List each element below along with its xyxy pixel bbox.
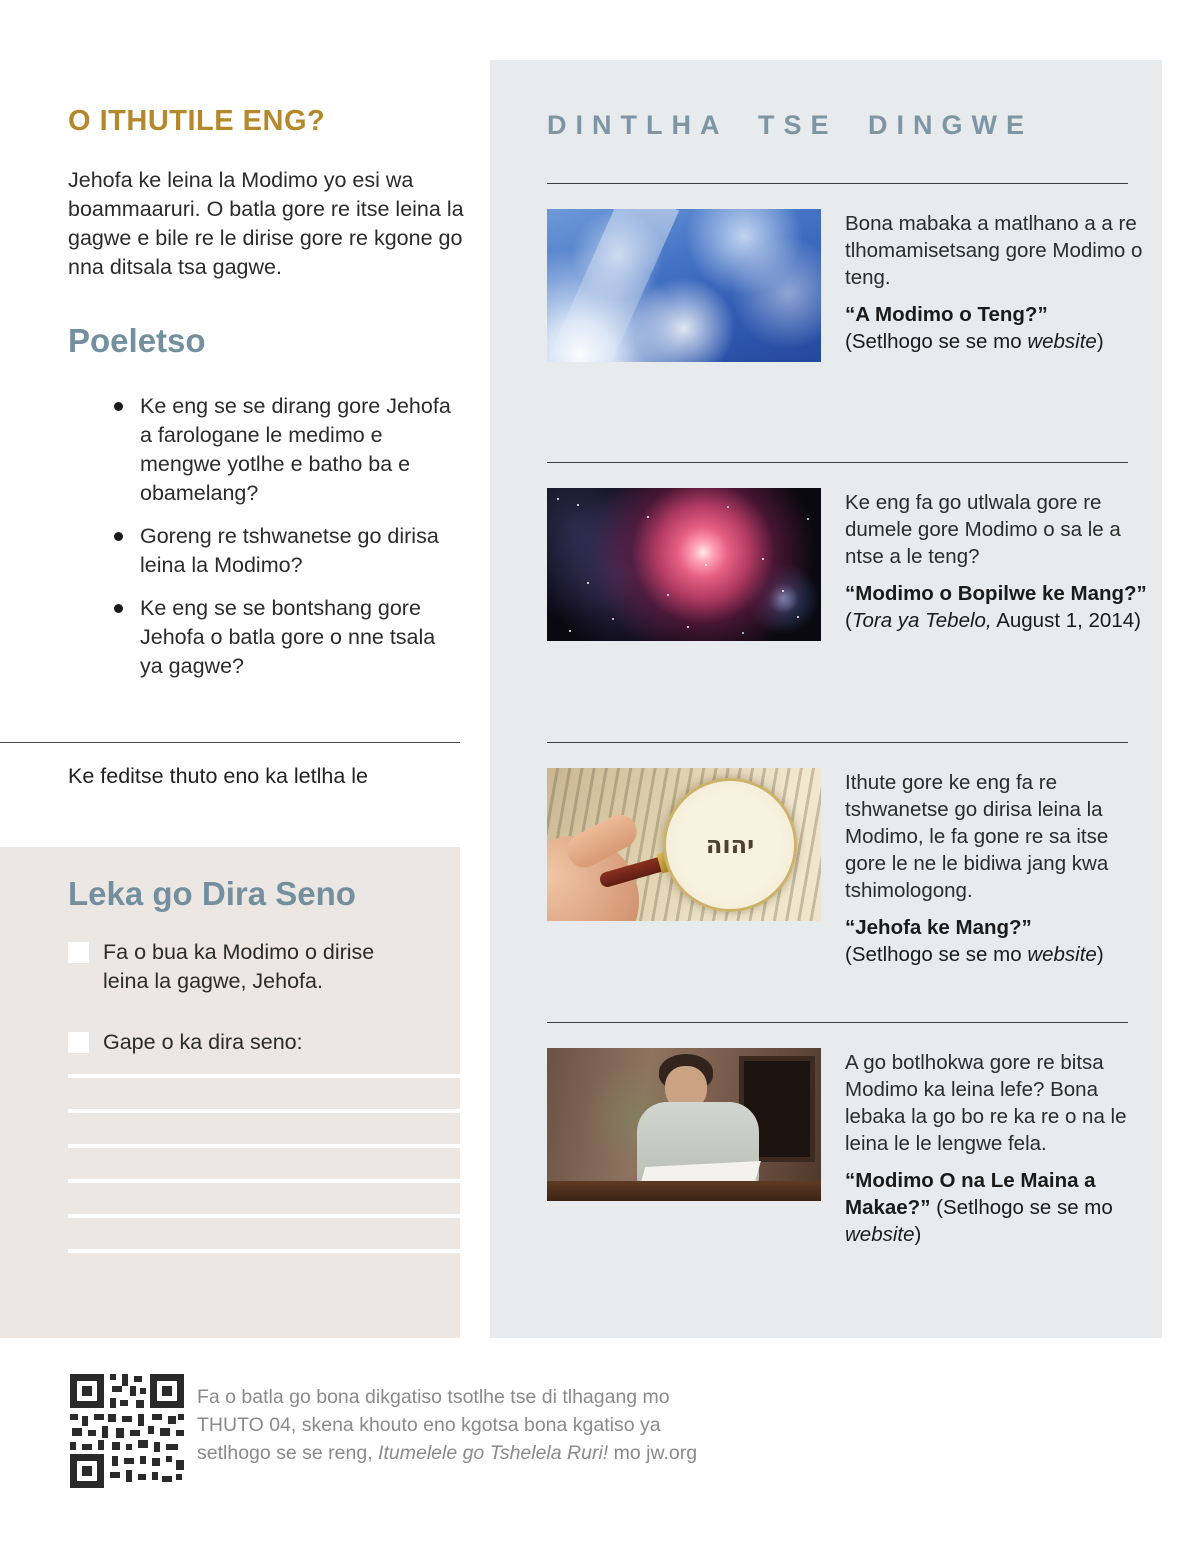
photo-orion-nebula [547, 488, 821, 641]
writing-line [68, 1214, 460, 1218]
learn-heading: O ITHUTILE ENG? [68, 105, 326, 137]
footer-publication-title: Itumelele go Tshelela Ruri! [378, 1442, 609, 1464]
intro-paragraph: Jehofa ke leina la Modimo yo esi wa boammaaruri. O batla gore re itse leina la gagwe e bile re le dirise gore re kgone go nna ditsala tsa gagwe. [68, 168, 464, 279]
source-text: August 1, 2014) [991, 609, 1141, 632]
goal-item [68, 1028, 438, 1057]
photo-sunbeams-clouds [547, 209, 821, 362]
item-divider [547, 742, 1128, 743]
article-title: “Modimo O na Le Maina a Makae?” [845, 1169, 1096, 1219]
item-reference [845, 914, 1147, 968]
item-description: A go botlhokwa gore re bitsa Modimo ka leina lefe? Bona lebaka la go bo re ka re o na le leina le le lengwe fela. [845, 1051, 1127, 1155]
source-italic: website [845, 1223, 915, 1246]
article-title: “A Modimo o Teng?” [845, 303, 1048, 326]
item-divider [547, 462, 1128, 463]
item-reference [845, 1167, 1147, 1248]
item-reference [845, 301, 1147, 355]
writing-line [68, 1179, 460, 1183]
photo-man-reading [547, 1048, 821, 1201]
info-item-text [845, 769, 1147, 968]
item-divider [547, 1022, 1128, 1023]
writing-line [68, 1109, 460, 1113]
writing-line [68, 1144, 460, 1148]
writing-line [68, 1074, 460, 1078]
bullet-icon [114, 604, 123, 613]
footer-line: Fa o batla go bona dikgatiso tsotlhe tse di tlhagang mo [197, 1386, 670, 1408]
photo-layer [547, 209, 679, 362]
writing-line [68, 1249, 460, 1253]
review-question-list [112, 392, 452, 695]
try-this-heading: Leka go Dira Seno [68, 875, 356, 912]
article-title: “Modimo o Bopilwe ke Mang?” [845, 582, 1147, 605]
source-text: ( [845, 609, 852, 632]
info-item-text [845, 1049, 1147, 1248]
source-italic: website [1027, 943, 1097, 966]
goal-item-label: Fa o bua ka Modimo o dirise leina la gagwe, Jehofa. [103, 940, 375, 993]
source-text: ) [1096, 943, 1104, 966]
article-source [845, 607, 1147, 634]
item-description: Ithute gore ke eng fa re tshwanetse go dirisa leina la Modimo, le fa gone re sa itse gore le ne le bidiwa jang kwa tshimologong. [845, 771, 1109, 902]
left-divider [0, 742, 460, 743]
info-item-text [845, 489, 1147, 634]
footer-line: THUTO 04, skena khouto eno kgotsa bona kgatiso ya [197, 1414, 661, 1436]
item-divider [547, 183, 1128, 184]
review-question [112, 522, 452, 580]
review-question-text: Goreng re tshwanetse go dirisa leina la Modimo? [140, 524, 439, 577]
more-info-panel [490, 60, 1162, 1338]
source-italic: website [1027, 330, 1097, 353]
checkbox[interactable] [68, 942, 89, 963]
source-text: ) [1096, 330, 1104, 353]
more-info-heading: DINTLHA TSE DINGWE [547, 110, 1033, 140]
footer-line: setlhogo se se reng, [197, 1442, 379, 1464]
review-question-text: Ke eng se se bontshang gore Jehofa o batla gore o nne tsala ya gagwe? [140, 596, 436, 678]
item-reference [845, 580, 1147, 634]
article-source [845, 941, 1147, 968]
article-title: “Jehofa ke Mang?” [845, 916, 1032, 939]
bullet-icon [114, 532, 123, 541]
goal-item-label: Gape o ka dira seno: [103, 1030, 303, 1054]
goal-item [68, 938, 438, 996]
article-source [845, 328, 1147, 355]
photo-layer [557, 498, 559, 500]
source-text: (Setlhogo se se mo [930, 1196, 1113, 1219]
tetragrammaton-text: יהוה [705, 831, 755, 859]
checkbox[interactable] [68, 1032, 89, 1053]
item-description: Bona mabaka a matlhano a a re tlhomamisetsang gore Modimo o teng. [845, 212, 1143, 289]
source-text: ) [914, 1223, 922, 1246]
item-description: Ke eng fa go utlwala gore re dumele gore Modimo o sa le a ntse a le teng? [845, 491, 1121, 568]
photo-magnifying-glass-tetragrammaton [547, 768, 821, 921]
review-question [112, 594, 452, 681]
magnifier-lens [663, 778, 797, 912]
source-text: (Setlhogo se se mo [845, 330, 1028, 353]
source-text: (Setlhogo se se mo [845, 943, 1028, 966]
qr-code [68, 1372, 186, 1490]
review-question [112, 392, 452, 508]
info-item-text [845, 210, 1147, 355]
source-italic: Tora ya Tebelo, [851, 609, 992, 632]
bullet-icon [114, 402, 123, 411]
review-question-text: Ke eng se se dirang gore Jehofa a farologane le medimo e mengwe yotlhe e batho ba e obamelang? [140, 394, 451, 505]
try-this-panel [0, 847, 460, 1338]
photo-layer [547, 1181, 821, 1201]
footer-instructions [197, 1383, 767, 1467]
review-heading: Poeletso [68, 322, 206, 359]
footer-line: mo jw.org [608, 1442, 698, 1464]
completion-date-line: Ke feditse thuto eno ka letlha le [68, 764, 369, 788]
